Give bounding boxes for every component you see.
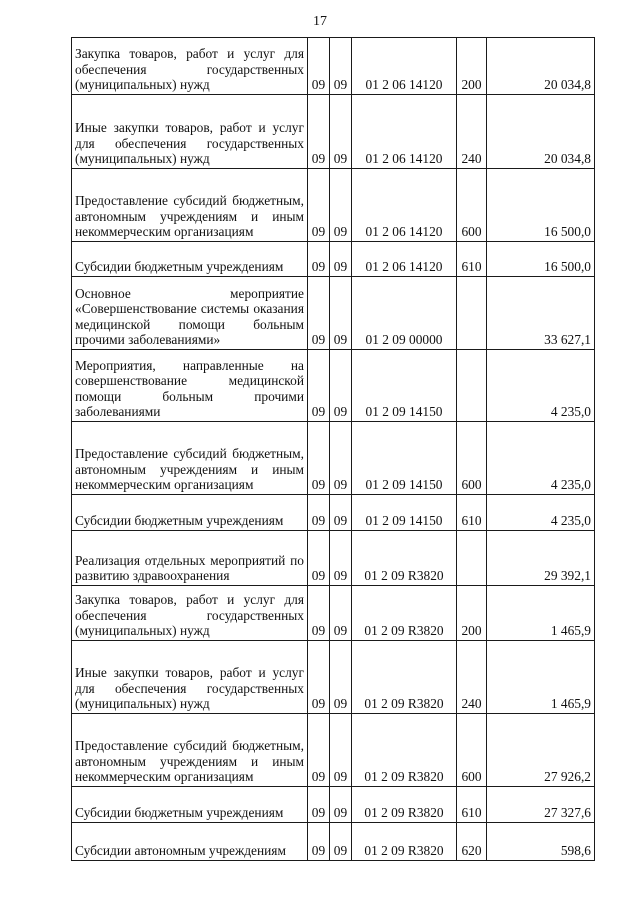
expense-name-cell — [72, 95, 308, 169]
expense-name: Реализация отдельных мероприятий по развитию здравоохранения — [75, 552, 304, 584]
section-code: 09 — [308, 823, 330, 861]
budget-table-body — [72, 38, 595, 861]
page-number: 17 — [313, 14, 327, 29]
expense-name-cell — [72, 38, 308, 95]
table-row — [72, 531, 595, 586]
expense-kind-code — [457, 350, 487, 422]
expense-name: Субсидии бюджетным учреждениям — [75, 805, 284, 821]
expense-kind-code: 620 — [457, 823, 487, 861]
target-article-code: 01 2 06 14120 — [352, 169, 457, 242]
subsection-code: 09 — [330, 495, 352, 531]
expense-name: Закупка товаров, работ и услуг для обеспечения государственных (муниципальных) нужд — [75, 592, 304, 639]
subsection-code: 09 — [330, 95, 352, 169]
amount: 33 627,1 — [487, 277, 595, 350]
expense-kind-code: 600 — [457, 714, 487, 787]
expense-name: Закупка товаров, работ и услуг для обеспечения государственных (муниципальных) нужд — [75, 46, 304, 93]
subsection-code: 09 — [330, 787, 352, 823]
table-row — [72, 242, 595, 277]
amount: 27 327,6 — [487, 787, 595, 823]
amount: 16 500,0 — [487, 242, 595, 277]
expense-name-cell — [72, 422, 308, 495]
amount: 29 392,1 — [487, 531, 595, 586]
table-row — [72, 95, 595, 169]
subsection-code: 09 — [330, 277, 352, 350]
expense-kind-code: 610 — [457, 495, 487, 531]
target-article-code: 01 2 09 R3820 — [352, 714, 457, 787]
expense-kind-code: 600 — [457, 422, 487, 495]
expense-name-cell — [72, 169, 308, 242]
expense-name-cell — [72, 242, 308, 277]
amount: 20 034,8 — [487, 95, 595, 169]
budget-table — [71, 37, 595, 861]
table-row — [72, 823, 595, 861]
target-article-code: 01 2 09 14150 — [352, 350, 457, 422]
expense-name: Субсидии бюджетным учреждениям — [75, 259, 284, 275]
table-row — [72, 641, 595, 714]
target-article-code: 01 2 09 00000 — [352, 277, 457, 350]
expense-kind-code: 200 — [457, 38, 487, 95]
expense-kind-code: 240 — [457, 641, 487, 714]
expense-name: Иные закупки товаров, работ и услуг для обеспечения государственных (муниципальных) нужд — [75, 120, 304, 167]
expense-name-cell — [72, 714, 308, 787]
table-row — [72, 714, 595, 787]
target-article-code: 01 2 09 R3820 — [352, 823, 457, 861]
section-code: 09 — [308, 422, 330, 495]
table-row — [72, 495, 595, 531]
expense-name-cell — [72, 277, 308, 350]
table-row — [72, 169, 595, 242]
section-code: 09 — [308, 95, 330, 169]
subsection-code: 09 — [330, 242, 352, 277]
expense-kind-code: 240 — [457, 95, 487, 169]
subsection-code: 09 — [330, 714, 352, 787]
section-code: 09 — [308, 277, 330, 350]
subsection-code: 09 — [330, 586, 352, 641]
expense-name-cell — [72, 495, 308, 531]
target-article-code: 01 2 09 R3820 — [352, 641, 457, 714]
amount: 4 235,0 — [487, 495, 595, 531]
amount: 1 465,9 — [487, 586, 595, 641]
subsection-code: 09 — [330, 531, 352, 586]
subsection-code: 09 — [330, 641, 352, 714]
expense-kind-code: 200 — [457, 586, 487, 641]
expense-name-cell — [72, 531, 308, 586]
expense-name-cell — [72, 787, 308, 823]
section-code: 09 — [308, 169, 330, 242]
amount: 4 235,0 — [487, 350, 595, 422]
table-row — [72, 787, 595, 823]
section-code: 09 — [308, 242, 330, 277]
section-code: 09 — [308, 787, 330, 823]
subsection-code: 09 — [330, 422, 352, 495]
expense-kind-code: 600 — [457, 169, 487, 242]
target-article-code: 01 2 06 14120 — [352, 38, 457, 95]
table-row — [72, 38, 595, 95]
expense-kind-code — [457, 277, 487, 350]
expense-name: Субсидии автономным учреждениям — [75, 843, 286, 859]
expense-name-cell — [72, 641, 308, 714]
section-code: 09 — [308, 495, 330, 531]
target-article-code: 01 2 06 14120 — [352, 242, 457, 277]
table-row — [72, 422, 595, 495]
subsection-code: 09 — [330, 38, 352, 95]
amount: 4 235,0 — [487, 422, 595, 495]
expense-name: Предоставление субсидий бюджетным, автономным учреждениям и иным некоммерческим организациям — [75, 193, 304, 240]
amount: 20 034,8 — [487, 38, 595, 95]
expense-kind-code: 610 — [457, 787, 487, 823]
target-article-code: 01 2 09 R3820 — [352, 787, 457, 823]
amount: 27 926,2 — [487, 714, 595, 787]
section-code: 09 — [308, 38, 330, 95]
expense-name: Предоставление субсидий бюджетным, автономным учреждениям и иным некоммерческим организациям — [75, 738, 304, 785]
table-row — [72, 350, 595, 422]
expense-name-cell — [72, 823, 308, 861]
amount: 598,6 — [487, 823, 595, 861]
section-code: 09 — [308, 350, 330, 422]
target-article-code: 01 2 09 14150 — [352, 422, 457, 495]
target-article-code: 01 2 09 R3820 — [352, 586, 457, 641]
expense-name: Иные закупки товаров, работ и услуг для обеспечения государственных (муниципальных) нужд — [75, 665, 304, 712]
target-article-code: 01 2 06 14120 — [352, 95, 457, 169]
section-code: 09 — [308, 714, 330, 787]
section-code: 09 — [308, 586, 330, 641]
target-article-code: 01 2 09 14150 — [352, 495, 457, 531]
expense-name: Предоставление субсидий бюджетным, автономным учреждениям и иным некоммерческим организациям — [75, 446, 304, 493]
expense-name-cell — [72, 586, 308, 641]
target-article-code: 01 2 09 R3820 — [352, 531, 457, 586]
expense-name: Мероприятия, направленные на совершенствование медицинской помощи больным прочими заболеваниями — [75, 357, 304, 420]
expense-kind-code — [457, 531, 487, 586]
subsection-code: 09 — [330, 823, 352, 861]
amount: 16 500,0 — [487, 169, 595, 242]
table-row — [72, 277, 595, 350]
expense-kind-code: 610 — [457, 242, 487, 277]
table-row — [72, 586, 595, 641]
section-code: 09 — [308, 531, 330, 586]
section-code: 09 — [308, 641, 330, 714]
amount: 1 465,9 — [487, 641, 595, 714]
subsection-code: 09 — [330, 350, 352, 422]
expense-name: Субсидии бюджетным учреждениям — [75, 513, 284, 529]
expense-name: Основное мероприятие «Совершенствование системы оказания медицинской помощи больным прочими заболеваниями» — [75, 285, 304, 348]
subsection-code: 09 — [330, 169, 352, 242]
expense-name-cell — [72, 350, 308, 422]
